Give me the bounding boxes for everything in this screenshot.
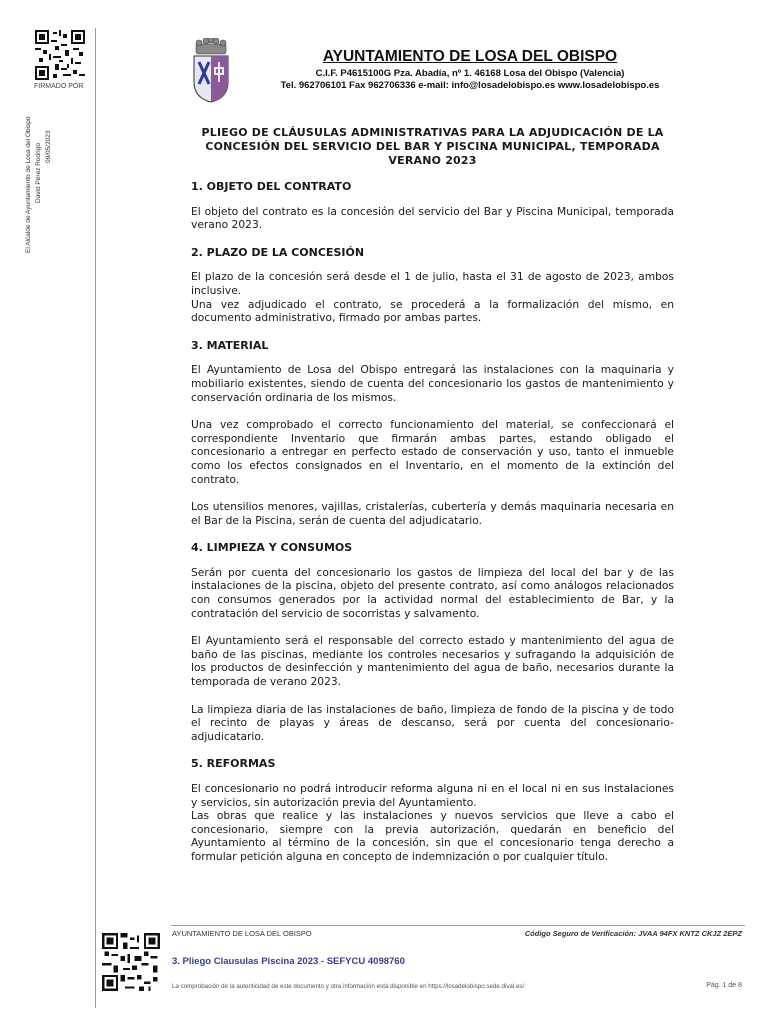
paragraph: Una vez adjudicado el contrato, se procederá a la formalización del mismo, en documento administrativo, firmado por ambas partes. [191,297,674,325]
footer-organization: AYUNTAMIENTO DE LOSA DEL OBISPO [172,929,312,938]
section-heading: 3. MATERIAL [191,338,269,352]
section-heading: 5. REFORMAS [191,757,276,771]
header-contact-line: Tel. 962706101 Fax 962706336 e-mail: info@losadelobispo.es www.losadelobispo.es [280,80,660,91]
paragraph: La limpieza diaria de las instalaciones de baño, limpieza de fondo de la piscina y de todo el recinto de playas y áreas de descanso, será por cuenta del concesionario-adjudicatario. [191,702,674,743]
document-body [191,126,674,878]
municipal-crest-logo [190,38,232,104]
section-heading: 2. PLAZO DE LA CONCESIÓN [191,245,365,259]
signature-block [25,95,85,255]
qr-code-bottom [102,933,160,991]
paragraph: El objeto del contrato es la concesión del servicio del Bar y Piscina Municipal, temporada verano 2023. [191,204,674,232]
signer-name: David Pérez Rodrigo [35,143,42,203]
signer-title: El Alcalde de Ayuntamiento de Losa del Obispo [25,116,32,253]
signature-date: 09/05/2023 [45,130,52,163]
paragraph: Las obras que realice y las instalaciones y nuevos servicios que lleve a cabo el concesionario, siempre con la previa autorización, quedarán en beneficio del Ayuntamiento al término de la concesión, sin que el concesionario tenga derecho a formular petición alguna en concepto de indemnización o por cualquier título. [191,809,674,863]
paragraph: El plazo de la concesión será desde el 1 de julio, hasta el 31 de agosto de 2023, ambos inclusive. [191,270,674,297]
document-name: 3. Pliego Clausulas Piscina 2023 - SEFYCU 4098760 [172,956,405,967]
document-title-line: PLIEGO DE CLÁUSULAS ADMINISTRATIVAS PARA LA ADJUDICACIÓN DE LA [201,126,664,139]
paragraph: El Ayuntamiento será el responsable del correcto estado y mantenimiento del agua de baño de las piscinas, mediante los controles necesarios y sufragando la adquisición de los productos de desinfección y mantenimiento del agua de baño, necesarios durante la temporada de verano 2023. [191,634,674,689]
authenticity-note: La comprobación de la autenticidad de este documento y otra información está disponible en https://losadelobispo.sede.dival.es/ [172,983,525,990]
document-title [191,126,674,168]
paragraph: El Ayuntamiento de Losa del Obispo entregará las instalaciones con la maquinaria y mobiliario existentes, siendo de cuenta del concesionario los gastos de mantenimiento y conservación ordinaria de los mismos. [191,363,674,404]
footer-divider [171,925,745,926]
verification-code: Código Seguro de Verificación: JVAA 94FX KNTZ CKJZ 2EPZ [524,929,742,938]
section-heading: 4. LIMPIEZA Y CONSUMOS [191,541,353,555]
document-title-line: CONCESIÓN DEL SERVICIO DEL BAR Y PISCINA MUNICIPAL, TEMPORADA [205,140,660,153]
qr-code-top [35,30,85,80]
municipality-title: AYUNTAMIENTO DE LOSA DEL OBISPO [322,48,618,65]
paragraph: Serán por cuenta del concesionario los gastos de limpieza del local del bar y de las instalaciones de la piscina, objeto del presente contrato, así como análogos relacionados con consumos generados por la actividad normal del establecimiento de Bar, y la contratación del servicio de socorristas y salvamento. [191,565,674,620]
page-number: Pág. 1 de 8 [706,982,742,989]
signed-by-label: FIRMADO POR [34,83,84,90]
document-title-line: VERANO 2023 [388,154,477,167]
header-address-line: C.I.F. P4615100G Pza. Abadía, nº 1. 46168 Losa del Obispo (Valencia) [315,68,625,79]
section-heading: 1. OBJETO DEL CONTRATO [191,180,352,193]
paragraph: Una vez comprobado el correcto funcionamiento del material, se confeccionará el correspondiente Inventario que firmarán ambas partes, estando obligado el concesionario a entregar en perfecto estado de conservación y uso, tanto el inmueble como los efectos consignados en el Inventario, en el momento de la extinción del contrato. [191,418,674,486]
margin-divider [95,28,96,1008]
paragraph: Los utensilios menores, vajillas, cristalerías, cubertería y demás maquinaria necesaria en el Bar de la Piscina, serán de cuenta del adjudicatario. [191,500,674,527]
paragraph: El concesionario no podrá introducir reforma alguna ni en el local ni en sus instalaciones y servicios, sin autorización previa del Ayuntamiento. [191,782,674,809]
